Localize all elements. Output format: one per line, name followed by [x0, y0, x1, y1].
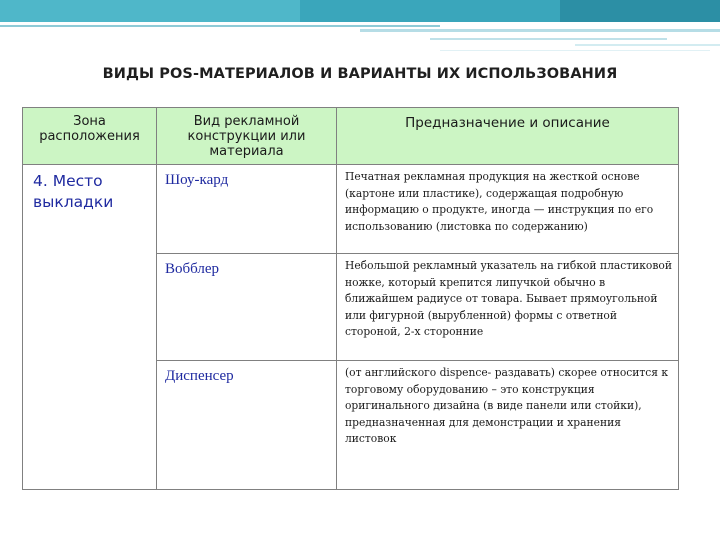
zone-cell-empty: [23, 361, 157, 490]
slide-title: ВИДЫ POS-МАТЕРИАЛОВ И ВАРИАНТЫ ИХ ИСПОЛЬЗОВАНИЯ: [102, 66, 618, 82]
decorative-rule: [575, 44, 720, 46]
description-cell: (от английского dispence- раздавать) скорее относится к торговому оборудованию – это конструкция оригинального дизайна (в виде панели или стойки), предназначенная для демонстрации и хранения листовок: [337, 361, 679, 490]
table-row: [23, 254, 679, 361]
column-header-description: Предназначение и описание: [337, 108, 679, 165]
description-cell: Небольшой рекламный указатель на гибкой пластиковой ножке, который крепится липучкой обычно в ближайшем радиусе от товара. Бывает прямоугольной или фигурной (вырубленной) формы с ответной стороной, 2-х сторонние: [337, 254, 679, 361]
table-header-row: [23, 108, 679, 165]
zone-cell: 4. Место выкладки: [23, 165, 157, 254]
decorative-rule: [0, 25, 440, 27]
header-accent-bar: [0, 0, 720, 22]
decorative-rule: [440, 50, 710, 51]
column-header-type: Вид рекламной конструкции или материала: [157, 108, 337, 165]
material-type-cell: Вобблер: [157, 254, 337, 361]
column-header-zone: Зона расположения: [23, 108, 157, 165]
header-bar-segment: [0, 0, 300, 22]
description-cell: Печатная рекламная продукция на жесткой основе (картоне или пластике), содержащая подробную информацию о продукте, иногда — инструкция по его использованию (листовка по содержанию): [337, 165, 679, 254]
pos-materials-table: [22, 107, 679, 490]
material-type-cell: Диспенсер: [157, 361, 337, 490]
decorative-rule: [430, 38, 667, 40]
decorative-rule: [360, 29, 720, 32]
material-type-cell: Шоу-кард: [157, 165, 337, 254]
table-row: [23, 361, 679, 490]
zone-cell-empty: [23, 254, 157, 361]
table-row: [23, 165, 679, 254]
